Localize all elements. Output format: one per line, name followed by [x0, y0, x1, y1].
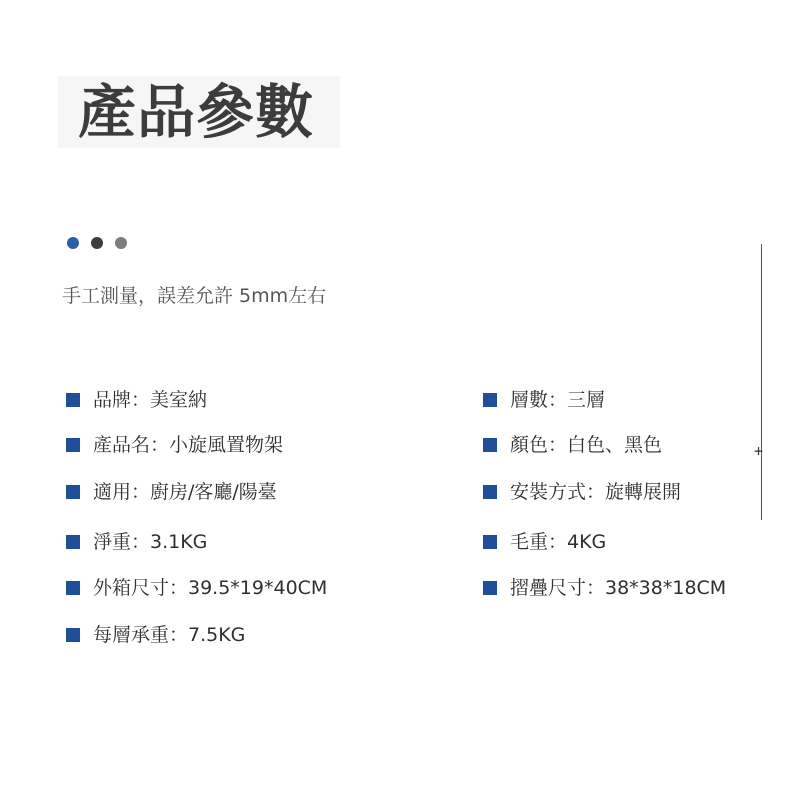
- plus-icon: +: [754, 442, 764, 460]
- spec-layers: [483, 388, 605, 412]
- square-bullet-icon: [66, 393, 80, 407]
- square-bullet-icon: [483, 438, 497, 452]
- spec-text: 產品名：小旋風置物架: [93, 434, 284, 456]
- square-bullet-icon: [66, 535, 80, 549]
- vertical-divider: [761, 244, 762, 520]
- square-bullet-icon: [483, 535, 497, 549]
- spec-text: 摺疊尺寸：38*38*18CM: [510, 577, 727, 599]
- spec-box-size: [66, 576, 327, 600]
- spec-text: 毛重：4KG: [510, 531, 607, 553]
- dot-dark: [91, 237, 103, 249]
- square-bullet-icon: [66, 628, 80, 642]
- dot-blue: [67, 237, 79, 249]
- dots-icon: [67, 237, 127, 249]
- spec-text: 每層承重：7.5KG: [93, 624, 246, 646]
- dot-gray: [115, 237, 127, 249]
- square-bullet-icon: [483, 393, 497, 407]
- spec-product-name: [66, 433, 283, 457]
- spec-load-per-layer: [66, 623, 245, 647]
- spec-text: 安裝方式：旋轉展開: [510, 481, 682, 503]
- square-bullet-icon: [483, 581, 497, 595]
- square-bullet-icon: [66, 581, 80, 595]
- spec-text: 淨重：3.1KG: [93, 531, 208, 553]
- spec-text: 層數：三層: [510, 389, 606, 411]
- spec-text: 外箱尺寸：39.5*19*40CM: [93, 577, 328, 599]
- square-bullet-icon: [66, 485, 80, 499]
- spec-installation: [483, 480, 681, 504]
- page-title: 產品參數: [58, 76, 340, 148]
- spec-folded-size: [483, 576, 726, 600]
- square-bullet-icon: [483, 485, 497, 499]
- spec-text: 適用：廚房/客廳/陽臺: [93, 481, 277, 503]
- spec-color: [483, 433, 662, 457]
- spec-usage: [66, 480, 277, 504]
- square-bullet-icon: [66, 438, 80, 452]
- measurement-note: 手工測量，誤差允許 5mm左右: [62, 285, 327, 307]
- spec-net-weight: [66, 530, 207, 554]
- spec-text: 品牌：美室納: [93, 389, 208, 411]
- spec-text: 顏色：白色、黑色: [510, 434, 663, 456]
- spec-gross-weight: [483, 530, 606, 554]
- spec-brand: [66, 388, 207, 412]
